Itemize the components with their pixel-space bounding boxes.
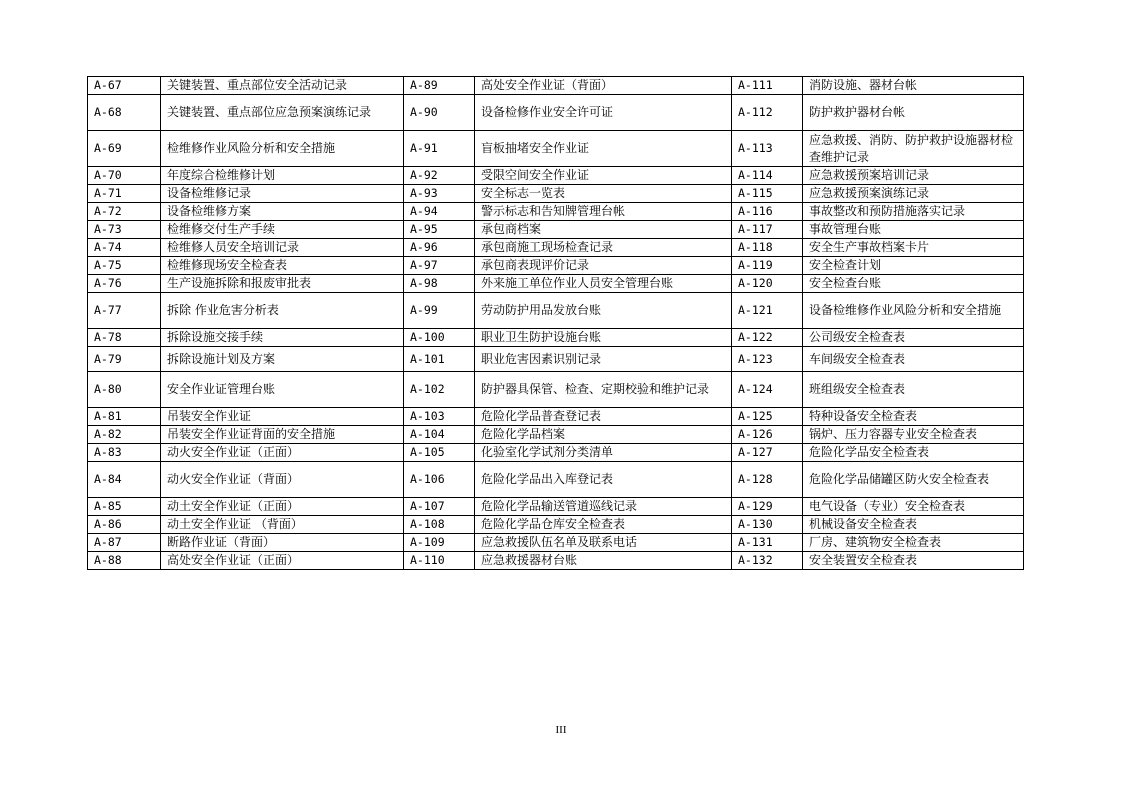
record-title-cell: 动火安全作业证（背面）: [161, 462, 404, 498]
record-code-cell: A-92: [404, 167, 475, 185]
table-row: [88, 408, 1024, 426]
record-code-cell: A-112: [732, 95, 803, 131]
record-code-cell: A-93: [404, 185, 475, 203]
record-code-cell: A-82: [88, 426, 161, 444]
table-row: [88, 221, 1024, 239]
table-row: [88, 257, 1024, 275]
table-row: [88, 444, 1024, 462]
record-title-cell: 防护器具保管、检查、定期校验和维护记录: [475, 372, 732, 408]
table-row: [88, 552, 1024, 570]
record-title-cell: 应急救援预案培训记录: [803, 167, 1024, 185]
records-index-table: [87, 76, 1024, 570]
record-code-cell: A-91: [404, 131, 475, 167]
record-code-cell: A-114: [732, 167, 803, 185]
record-code-cell: A-119: [732, 257, 803, 275]
record-title-cell: 车间级安全检查表: [803, 347, 1024, 372]
record-code-cell: A-68: [88, 95, 161, 131]
record-title-cell: 化验室化学试剂分类清单: [475, 444, 732, 462]
table-row: [88, 203, 1024, 221]
record-code-cell: A-84: [88, 462, 161, 498]
record-title-cell: 锅炉、压力容器专业安全检查表: [803, 426, 1024, 444]
record-code-cell: A-74: [88, 239, 161, 257]
record-title-cell: 检维修现场安全检查表: [161, 257, 404, 275]
record-title-cell: 公司级安全检查表: [803, 329, 1024, 347]
record-code-cell: A-70: [88, 167, 161, 185]
record-title-cell: 盲板抽堵安全作业证: [475, 131, 732, 167]
record-code-cell: A-101: [404, 347, 475, 372]
record-code-cell: A-103: [404, 408, 475, 426]
record-title-cell: 设备检维修方案: [161, 203, 404, 221]
record-title-cell: 安全装置安全检查表: [803, 552, 1024, 570]
record-code-cell: A-107: [404, 498, 475, 516]
record-title-cell: 动火安全作业证（正面）: [161, 444, 404, 462]
record-code-cell: A-105: [404, 444, 475, 462]
record-code-cell: A-122: [732, 329, 803, 347]
table-row: [88, 131, 1024, 167]
record-code-cell: A-77: [88, 293, 161, 329]
record-code-cell: A-85: [88, 498, 161, 516]
record-code-cell: A-116: [732, 203, 803, 221]
record-code-cell: A-118: [732, 239, 803, 257]
record-code-cell: A-67: [88, 77, 161, 95]
record-title-cell: 危险化学品普查登记表: [475, 408, 732, 426]
record-code-cell: A-73: [88, 221, 161, 239]
record-title-cell: 承包商表现评价记录: [475, 257, 732, 275]
record-code-cell: A-102: [404, 372, 475, 408]
record-title-cell: 劳动防护用品发放台账: [475, 293, 732, 329]
table-row: [88, 347, 1024, 372]
record-code-cell: A-79: [88, 347, 161, 372]
record-title-cell: 厂房、建筑物安全检查表: [803, 534, 1024, 552]
record-title-cell: 吊装安全作业证背面的安全措施: [161, 426, 404, 444]
record-title-cell: 危险化学品储罐区防火安全检查表: [803, 462, 1024, 498]
record-title-cell: 危险化学品输送管道巡线记录: [475, 498, 732, 516]
table-row: [88, 516, 1024, 534]
record-title-cell: 拆除设施交接手续: [161, 329, 404, 347]
record-title-cell: 动土安全作业证 （背面）: [161, 516, 404, 534]
record-title-cell: 安全标志一览表: [475, 185, 732, 203]
record-title-cell: 危险化学品仓库安全检查表: [475, 516, 732, 534]
record-code-cell: A-71: [88, 185, 161, 203]
table-row: [88, 95, 1024, 131]
record-code-cell: A-87: [88, 534, 161, 552]
record-title-cell: 事故整改和预防措施落实记录: [803, 203, 1024, 221]
record-code-cell: A-106: [404, 462, 475, 498]
record-title-cell: 危险化学品出入库登记表: [475, 462, 732, 498]
table-row: [88, 498, 1024, 516]
record-code-cell: A-113: [732, 131, 803, 167]
record-title-cell: 应急救援、消防、防护救护设施器材检查维护记录: [803, 131, 1024, 167]
record-title-cell: 机械设备安全检查表: [803, 516, 1024, 534]
record-code-cell: A-88: [88, 552, 161, 570]
record-code-cell: A-125: [732, 408, 803, 426]
table-body: [88, 77, 1024, 570]
record-title-cell: 应急救援队伍名单及联系电话: [475, 534, 732, 552]
record-title-cell: 防护救护器材台帐: [803, 95, 1024, 131]
table-row: [88, 239, 1024, 257]
record-title-cell: 设备检修作业安全许可证: [475, 95, 732, 131]
record-title-cell: 年度综合检维修计划: [161, 167, 404, 185]
record-title-cell: 动土安全作业证（正面）: [161, 498, 404, 516]
record-code-cell: A-120: [732, 275, 803, 293]
record-title-cell: 生产设施拆除和报废审批表: [161, 275, 404, 293]
table-row: [88, 329, 1024, 347]
record-title-cell: 拆除 作业危害分析表: [161, 293, 404, 329]
record-code-cell: A-89: [404, 77, 475, 95]
record-title-cell: 吊装安全作业证: [161, 408, 404, 426]
record-code-cell: A-104: [404, 426, 475, 444]
record-code-cell: A-100: [404, 329, 475, 347]
record-code-cell: A-76: [88, 275, 161, 293]
record-code-cell: A-83: [88, 444, 161, 462]
record-code-cell: A-132: [732, 552, 803, 570]
table-row: [88, 426, 1024, 444]
record-code-cell: A-99: [404, 293, 475, 329]
record-title-cell: 安全作业证管理台账: [161, 372, 404, 408]
record-title-cell: 外来施工单位作业人员安全管理台账: [475, 275, 732, 293]
record-code-cell: A-124: [732, 372, 803, 408]
table-row: [88, 462, 1024, 498]
record-code-cell: A-95: [404, 221, 475, 239]
record-title-cell: 检维修交付生产手续: [161, 221, 404, 239]
record-code-cell: A-121: [732, 293, 803, 329]
record-title-cell: 承包商施工现场检查记录: [475, 239, 732, 257]
page-number: III: [555, 724, 567, 736]
record-title-cell: 安全生产事故档案卡片: [803, 239, 1024, 257]
record-title-cell: 应急救援器材台账: [475, 552, 732, 570]
record-title-cell: 关键装置、重点部位安全活动记录: [161, 77, 404, 95]
record-title-cell: 高处安全作业证（正面）: [161, 552, 404, 570]
record-title-cell: 电气设备（专业）安全检查表: [803, 498, 1024, 516]
record-code-cell: A-123: [732, 347, 803, 372]
record-code-cell: A-75: [88, 257, 161, 275]
record-code-cell: A-94: [404, 203, 475, 221]
record-code-cell: A-109: [404, 534, 475, 552]
record-code-cell: A-129: [732, 498, 803, 516]
record-code-cell: A-115: [732, 185, 803, 203]
record-code-cell: A-81: [88, 408, 161, 426]
record-code-cell: A-126: [732, 426, 803, 444]
record-code-cell: A-98: [404, 275, 475, 293]
table-row: [88, 534, 1024, 552]
record-code-cell: A-78: [88, 329, 161, 347]
record-code-cell: A-117: [732, 221, 803, 239]
table-row: [88, 293, 1024, 329]
record-title-cell: 受限空间安全作业证: [475, 167, 732, 185]
record-title-cell: 安全检查计划: [803, 257, 1024, 275]
record-title-cell: 关键装置、重点部位应急预案演练记录: [161, 95, 404, 131]
record-code-cell: A-90: [404, 95, 475, 131]
record-title-cell: 事故管理台账: [803, 221, 1024, 239]
record-title-cell: 检维修作业风险分析和安全措施: [161, 131, 404, 167]
record-title-cell: 职业危害因素识别记录: [475, 347, 732, 372]
record-title-cell: 班组级安全检查表: [803, 372, 1024, 408]
record-title-cell: 断路作业证（背面）: [161, 534, 404, 552]
record-code-cell: A-130: [732, 516, 803, 534]
table-row: [88, 77, 1024, 95]
record-title-cell: 特种设备安全检查表: [803, 408, 1024, 426]
record-code-cell: A-127: [732, 444, 803, 462]
record-title-cell: 高处安全作业证（背面）: [475, 77, 732, 95]
record-code-cell: A-108: [404, 516, 475, 534]
record-title-cell: 消防设施、器材台帐: [803, 77, 1024, 95]
record-title-cell: 检维修人员安全培训记录: [161, 239, 404, 257]
record-code-cell: A-111: [732, 77, 803, 95]
record-title-cell: 危险化学品安全检查表: [803, 444, 1024, 462]
table-row: [88, 275, 1024, 293]
record-code-cell: A-131: [732, 534, 803, 552]
record-code-cell: A-86: [88, 516, 161, 534]
table-row: [88, 167, 1024, 185]
table-row: [88, 185, 1024, 203]
record-title-cell: 设备检维修作业风险分析和安全措施: [803, 293, 1024, 329]
record-title-cell: 应急救援预案演练记录: [803, 185, 1024, 203]
record-code-cell: A-96: [404, 239, 475, 257]
record-code-cell: A-69: [88, 131, 161, 167]
record-code-cell: A-80: [88, 372, 161, 408]
table-row: [88, 372, 1024, 408]
record-code-cell: A-97: [404, 257, 475, 275]
record-title-cell: 安全检查台账: [803, 275, 1024, 293]
record-title-cell: 承包商档案: [475, 221, 732, 239]
record-code-cell: A-128: [732, 462, 803, 498]
record-title-cell: 警示标志和告知牌管理台帐: [475, 203, 732, 221]
record-title-cell: 危险化学品档案: [475, 426, 732, 444]
record-code-cell: A-72: [88, 203, 161, 221]
record-title-cell: 设备检维修记录: [161, 185, 404, 203]
record-code-cell: A-110: [404, 552, 475, 570]
record-title-cell: 职业卫生防护设施台账: [475, 329, 732, 347]
record-title-cell: 拆除设施计划及方案: [161, 347, 404, 372]
